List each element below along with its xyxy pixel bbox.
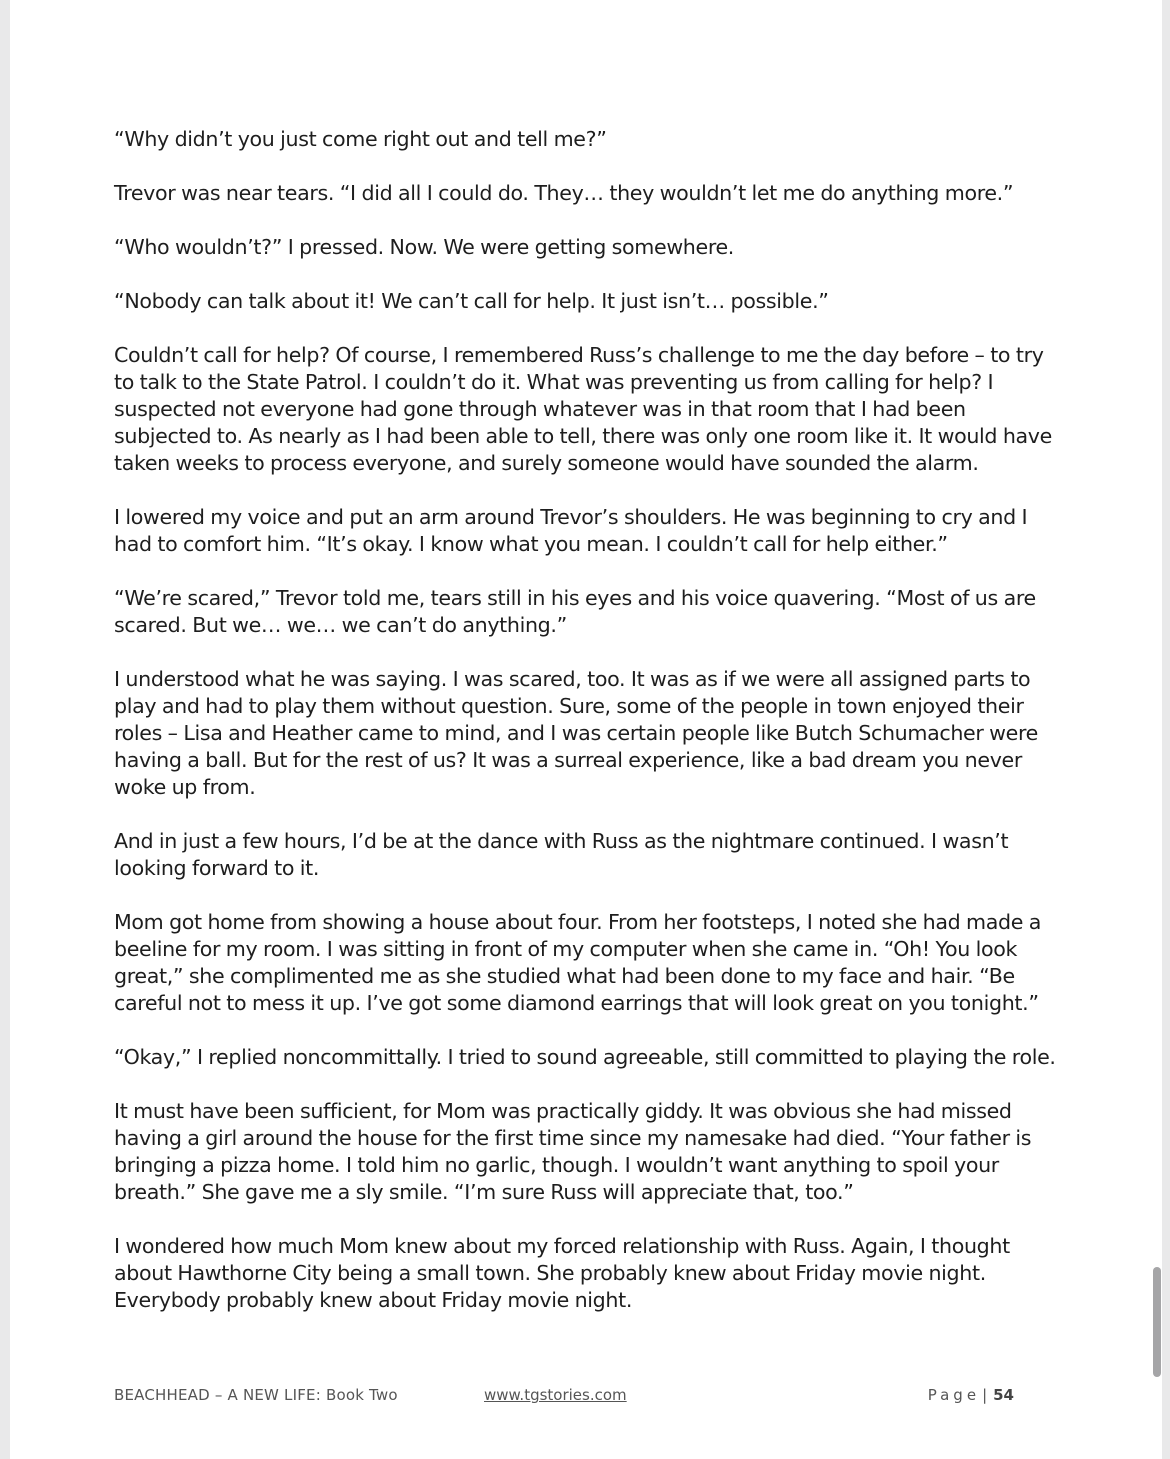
- paragraph: “Okay,” I replied noncommittally. I tried to sound agreeable, still committed to playing the role.: [114, 1045, 1056, 1069]
- page-footer: [114, 1386, 1014, 1408]
- paragraph: “Nobody can talk about it! We can’t call for help. It just isn’t… possible.”: [114, 289, 829, 313]
- paragraph: It must have been sufficient, for Mom was practically giddy. It was obvious she had missed having a girl around the house for the first time since my namesake had died. “Your father is bringing a pizza home. I told him no garlic, though. I wouldn’t want anything to spoil your breath.” She gave me a sly smile. “I’m sure Russ will appreciate that, too.”: [114, 1099, 1032, 1204]
- paragraph: Trevor was near tears. “I did all I could do. They… they wouldn’t let me do anything more.”: [114, 181, 1014, 205]
- book-title: BEACHHEAD – A NEW LIFE: Book Two: [114, 1386, 398, 1404]
- paragraph: I lowered my voice and put an arm around Trevor’s shoulders. He was beginning to cry and I had to comfort him. “It’s okay. I know what you mean. I couldn’t call for help either.”: [114, 505, 1028, 556]
- paragraph: “Why didn’t you just come right out and tell me?”: [114, 127, 607, 151]
- vertical-scrollbar[interactable]: [1153, 1267, 1161, 1377]
- page-number: 54: [993, 1386, 1014, 1404]
- document-page: [10, 0, 1162, 1459]
- page-indicator: [928, 1386, 1014, 1404]
- paragraph: I wondered how much Mom knew about my forced relationship with Russ. Again, I thought about Hawthorne City being a small town. She probably knew about Friday movie night. Everybody probably knew about Friday movie night.: [114, 1234, 1010, 1312]
- paragraph: I understood what he was saying. I was scared, too. It was as if we were all assigned parts to play and had to play them without question. Sure, some of the people in town enjoyed their roles – Lisa and Heather came to mind, and I was certain people like Butch Schumacher were having a ball. But for the rest of us? It was a surreal experience, like a bad dream you never woke up from.: [114, 667, 1038, 799]
- paragraph: And in just a few hours, I’d be at the dance with Russ as the nightmare continued. I wasn’t looking forward to it.: [114, 829, 1009, 880]
- paragraph: Couldn’t call for help? Of course, I remembered Russ’s challenge to me the day before – to try to talk to the State Patrol. I couldn’t do it. What was preventing us from calling for help? I suspected not everyone had gone through whatever was in that room that I had been subjected to. As nearly as I had been able to tell, there was only one room like it. It would have taken weeks to process everyone, and surely someone would have sounded the alarm.: [114, 343, 1052, 475]
- paragraph: Mom got home from showing a house about four. From her footsteps, I noted she had made a beeline for my room. I was sitting in front of my computer when she came in. “Oh! You look great,” she complimented me as she studied what had been done to my face and hair. “Be careful not to mess it up. I’ve got some diamond earrings that will look great on you tonight.”: [114, 910, 1042, 1015]
- page-body: [114, 126, 1059, 1341]
- website-link[interactable]: www.tgstories.com: [484, 1386, 627, 1404]
- page-separator: |: [982, 1386, 988, 1404]
- paragraph: “Who wouldn’t?” I pressed. Now. We were getting somewhere.: [114, 235, 735, 259]
- paragraph: “We’re scared,” Trevor told me, tears still in his eyes and his voice quavering. “Most of us are scared. But we… we… we can’t do anything.”: [114, 586, 1036, 637]
- page-label: Page: [927, 1386, 981, 1404]
